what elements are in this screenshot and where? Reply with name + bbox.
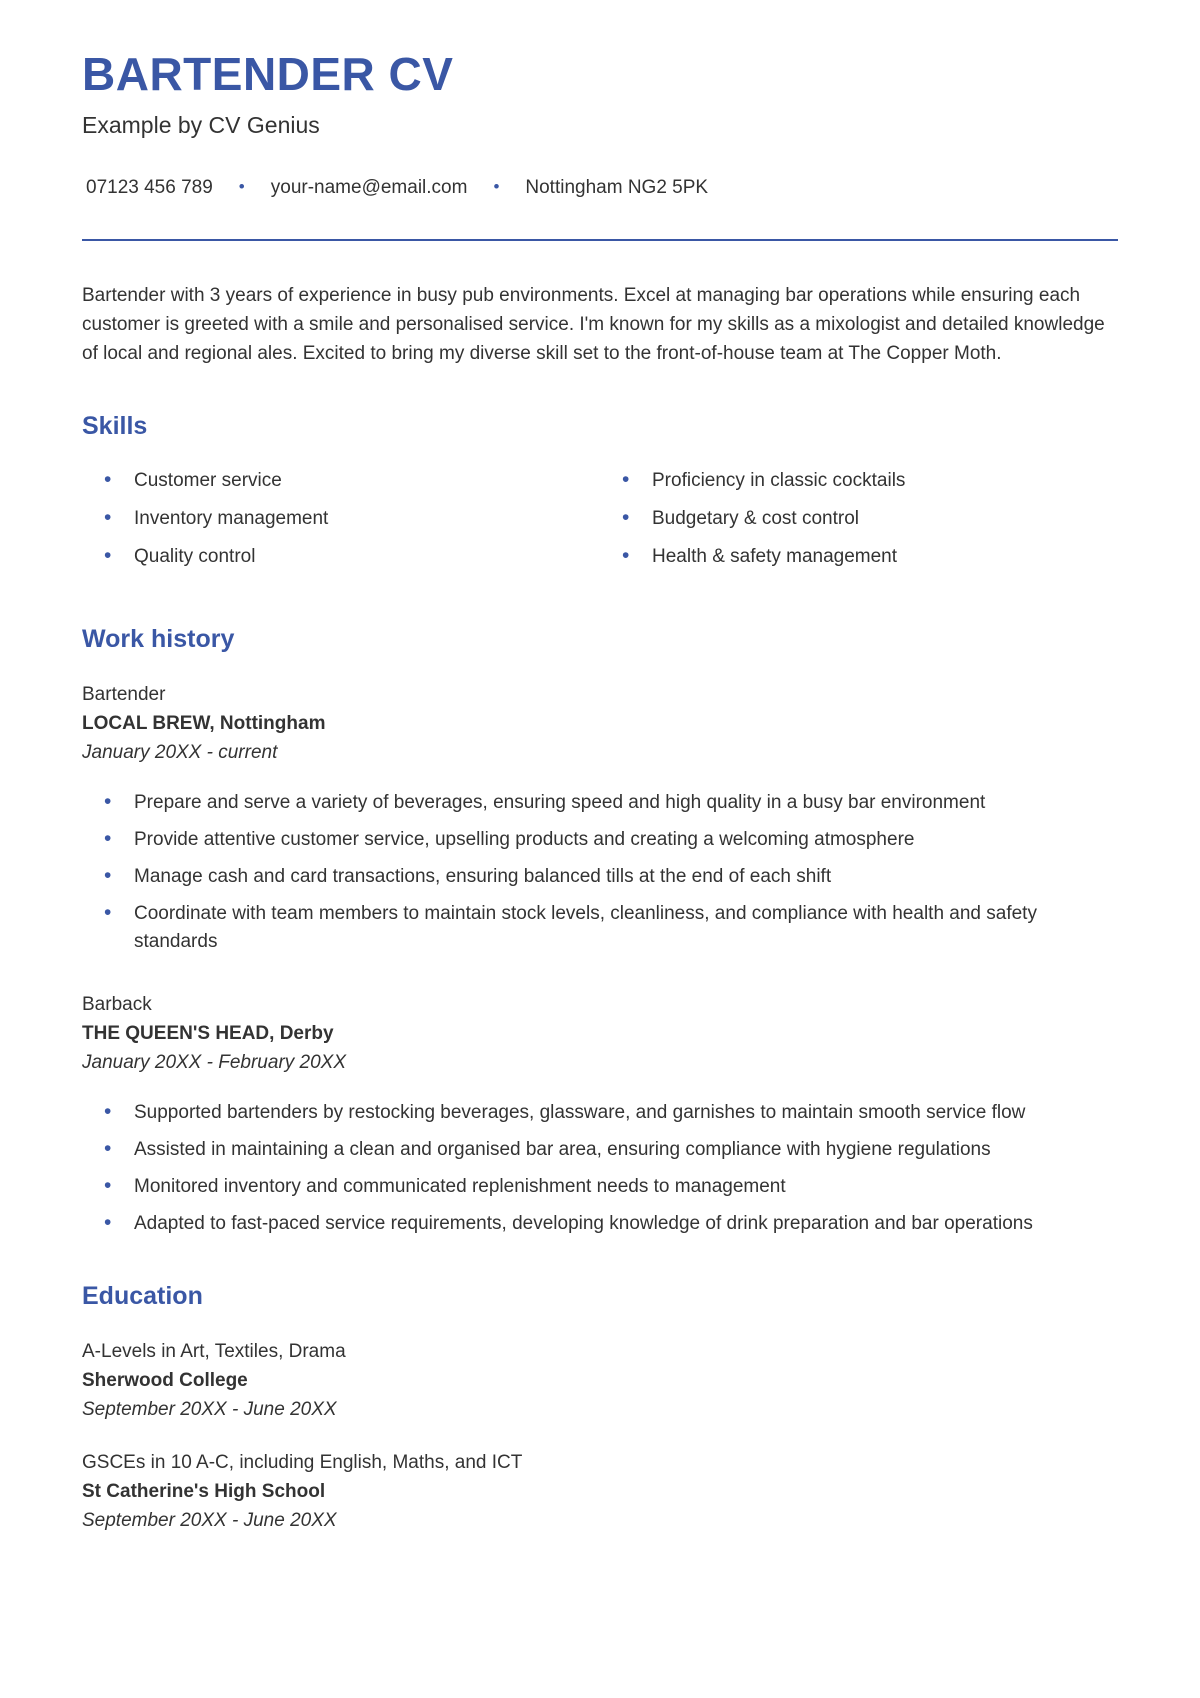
skills-column-right — [600, 467, 1118, 581]
education-entry — [82, 1337, 1118, 1424]
job-entry — [82, 990, 1118, 1238]
education-institution: St Catherine's High School — [82, 1481, 326, 1503]
education-qualification: A-Levels in Art, Textiles, Drama — [82, 1341, 346, 1363]
skills-grid — [82, 467, 1118, 581]
job-entry — [82, 680, 1118, 956]
job-bullet: • Monitored inventory and communicated replenishment needs to management — [82, 1173, 1118, 1201]
skills-column-left — [82, 467, 600, 581]
dot-separator-icon: • — [493, 177, 500, 197]
page-subtitle: Example by CV Genius — [82, 112, 320, 139]
skills-section — [82, 412, 1118, 581]
job-bullet: • Adapted to fast-paced service requirements, developing knowledge of drink preparation and bar operations — [82, 1210, 1118, 1238]
skill-item: • Health & safety management — [600, 543, 1118, 571]
skill-item: • Proficiency in classic cocktails — [600, 467, 1118, 495]
contact-email: your-name@email.com — [270, 177, 468, 199]
job-bullet: • Supported bartenders by restocking beverages, glassware, and garnishes to maintain smooth service flow — [82, 1099, 1118, 1127]
job-bullet-list — [82, 1099, 1118, 1238]
job-bullet: • Provide attentive customer service, upselling products and creating a welcoming atmosphere — [82, 826, 1118, 854]
work-history-section — [82, 625, 1118, 1238]
dot-separator-icon: • — [238, 177, 245, 197]
job-bullet: • Prepare and serve a variety of beverages, ensuring speed and high quality in a busy bar environment — [82, 789, 1118, 817]
job-title: Bartender — [82, 684, 166, 706]
education-section — [82, 1282, 1118, 1535]
contact-location: Nottingham NG2 5PK — [525, 177, 709, 199]
skills-heading: Skills — [82, 412, 148, 441]
job-bullet: • Coordinate with team members to maintain stock levels, cleanliness, and compliance with health and safety standards — [82, 900, 1118, 956]
education-dates: September 20XX - June 20XX — [82, 1510, 337, 1532]
page-title: BARTENDER CV — [82, 48, 454, 100]
header-divider — [82, 239, 1118, 241]
skill-item: • Customer service — [82, 467, 600, 495]
job-bullet-list — [82, 789, 1118, 956]
skill-item: • Quality control — [82, 543, 600, 571]
education-institution: Sherwood College — [82, 1370, 248, 1392]
job-dates: January 20XX - February 20XX — [82, 1052, 347, 1074]
summary-paragraph: Bartender with 3 years of experience in busy pub environments. Excel at managing bar operations while ensuring each customer is greeted with a smile and personalised service. I'm known for my skills as a mixologist and detailed knowledge of local and regional ales. Excited to bring my diverse skill set to the front-of-house team at The Copper Moth. — [82, 285, 1105, 365]
job-company: THE QUEEN'S HEAD, Derby — [82, 1023, 334, 1045]
skill-item: • Budgetary & cost control — [600, 505, 1118, 533]
work-history-heading: Work history — [82, 625, 235, 654]
cv-header — [82, 50, 1118, 241]
contact-row — [82, 177, 1118, 199]
job-bullet: • Manage cash and card transactions, ensuring balanced tills at the end of each shift — [82, 863, 1118, 891]
job-company: LOCAL BREW, Nottingham — [82, 713, 326, 735]
education-heading: Education — [82, 1282, 203, 1311]
education-dates: September 20XX - June 20XX — [82, 1399, 337, 1421]
education-entry — [82, 1448, 1118, 1535]
job-title: Barback — [82, 994, 152, 1016]
skill-item: • Inventory management — [82, 505, 600, 533]
job-dates: January 20XX - current — [82, 742, 278, 764]
education-qualification: GSCEs in 10 A-C, including English, Maths, and ICT — [82, 1452, 523, 1474]
job-bullet: • Assisted in maintaining a clean and organised bar area, ensuring compliance with hygiene regulations — [82, 1136, 1118, 1164]
contact-phone: 07123 456 789 — [86, 177, 213, 199]
